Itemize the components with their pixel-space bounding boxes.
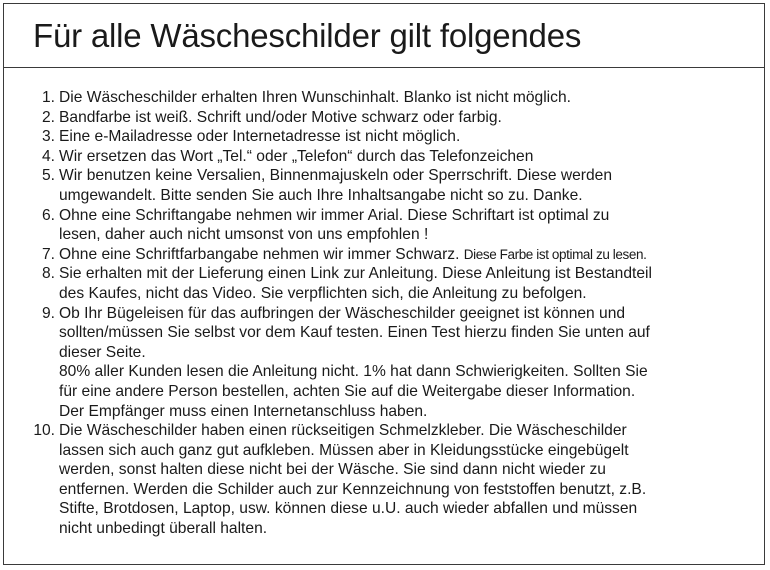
rule-text-line <box>59 382 758 402</box>
rule-item <box>4 304 766 422</box>
rule-text: Bandfarbe ist weiß. Schrift und/oder Motive schwarz oder farbig. <box>59 108 502 126</box>
rule-text-line <box>59 166 758 186</box>
rule-text: lesen, daher auch nicht umsonst von uns empfohlen ! <box>59 226 429 244</box>
rule-text: Der Empfänger muss einen Internetanschluss haben. <box>59 402 428 420</box>
rule-text-line <box>59 284 758 304</box>
rule-text-line <box>59 264 758 284</box>
rule-number: 6. <box>41 206 55 224</box>
rule-number: 4. <box>41 147 55 165</box>
rules-list <box>4 88 766 539</box>
rule-text: Ob Ihr Bügeleisen für das aufbringen der Wäscheschilder geeignet ist können und <box>59 304 626 322</box>
rule-text-line <box>59 304 758 324</box>
rule-number: 10. <box>33 422 55 440</box>
title-bar <box>4 4 764 68</box>
rule-text: Die Wäscheschilder haben einen rückseitigen Schmelzkleber. Die Wäscheschilder <box>59 422 627 440</box>
rule-number: 7. <box>41 245 55 263</box>
rule-item <box>4 127 766 147</box>
page-title: Für alle Wäscheschilder gilt folgendes <box>33 17 582 54</box>
rule-text-line <box>59 108 758 128</box>
rule-item <box>4 166 766 205</box>
rule-text-line <box>59 147 758 167</box>
rule-text: Eine e-Mailadresse oder Internetadresse ist nicht möglich. <box>59 128 461 146</box>
rule-text: Wir ersetzen das Wort „Tel.“ oder „Telefon“ durch das Telefonzeichen <box>59 147 534 165</box>
rule-number: 5. <box>41 167 55 185</box>
rule-text-line <box>59 480 758 500</box>
rule-text: umgewandelt. Bitte senden Sie auch Ihre Inhaltsangabe nicht so zu. Danke. <box>59 186 583 204</box>
rule-text: Die Wäscheschilder erhalten Ihren Wunschinhalt. Blanko ist nicht möglich. <box>59 89 571 106</box>
rule-text-line <box>59 186 758 206</box>
rule-text: Wir benutzen keine Versalien, Binnenmajuskeln oder Sperrschrift. Diese werden <box>59 167 612 185</box>
rule-item <box>4 147 766 167</box>
rule-text-line <box>59 421 758 441</box>
rule-text-line <box>59 519 758 539</box>
rule-text: sollten/müssen Sie selbst vor dem Kauf testen. Einen Test hierzu finden Sie unten auf <box>59 324 650 342</box>
rule-text-line <box>59 323 758 343</box>
rule-text-line <box>59 206 758 226</box>
rule-text: entfernen. Werden die Schilder auch zur Kennzeichnung von feststoffen benutzt, z.B. <box>59 480 647 498</box>
rule-text-line <box>59 362 758 382</box>
rule-item <box>4 245 766 265</box>
rule-text: Stifte, Brotdosen, Laptop, usw. können diese u.U. auch wieder abfallen und müssen <box>59 500 638 518</box>
rule-item <box>4 421 766 539</box>
rule-text: für eine andere Person bestellen, achten Sie auf die Weitergabe dieser Information. <box>59 382 636 400</box>
rule-text: werden, sonst halten diese nicht bei der Wäsche. Sie sind dann nicht wieder zu <box>59 461 606 479</box>
rule-text-line <box>59 499 758 519</box>
rule-note: Diese Farbe ist optimal zu lesen. <box>463 246 647 262</box>
rule-text-line <box>59 127 758 147</box>
rule-text: Sie erhalten mit der Lieferung einen Link zur Anleitung. Diese Anleitung ist Bestandteil <box>59 265 652 283</box>
rule-text: nicht unbedingt überall halten. <box>59 520 268 538</box>
rule-text-line <box>59 225 758 245</box>
rule-item <box>4 264 766 303</box>
rule-number: 8. <box>41 265 55 283</box>
rule-text: des Kaufes, nicht das Video. Sie verpflichten sich, die Anleitung zu befolgen. <box>59 284 587 302</box>
rule-text: dieser Seite. <box>59 343 146 361</box>
rule-text-line <box>59 245 758 265</box>
rule-number: 9. <box>41 304 55 322</box>
rule-text-line <box>59 460 758 480</box>
rule-text: lassen sich auch ganz gut aufkleben. Müssen aber in Kleidungsstücke eingebügelt <box>59 441 629 459</box>
rule-item <box>4 88 766 108</box>
rule-text: Ohne eine Schriftfarbangabe nehmen wir immer Schwarz. <box>59 245 460 263</box>
rule-item <box>4 206 766 245</box>
rule-item <box>4 108 766 128</box>
rule-number: 2. <box>41 108 55 126</box>
rule-text-line <box>59 88 758 108</box>
document-frame <box>3 3 765 565</box>
rule-text: 80% aller Kunden lesen die Anleitung nicht. 1% hat dann Schwierigkeiten. Sollten Sie <box>59 363 648 381</box>
rule-text-line <box>59 343 758 363</box>
rule-number: 1. <box>41 89 55 106</box>
rule-number: 3. <box>41 128 55 146</box>
rule-text: Ohne eine Schriftangabe nehmen wir immer Arial. Diese Schriftart ist optimal zu <box>59 206 610 224</box>
rule-text-line <box>59 402 758 422</box>
rule-text-line <box>59 441 758 461</box>
